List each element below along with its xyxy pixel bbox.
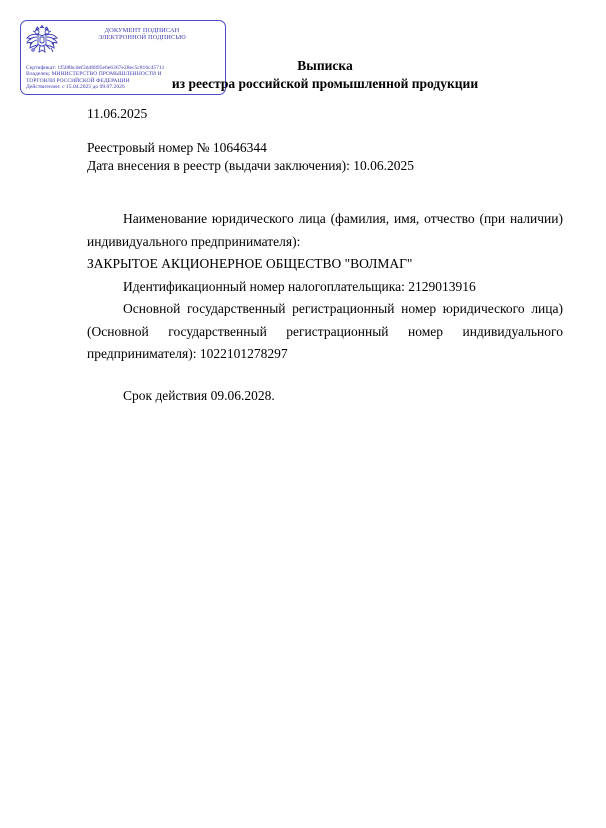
inn-line: Идентификационный номер налогоплательщика: 2129013916 [123, 278, 476, 294]
entity-details [87, 208, 563, 366]
title-line1: Выписка [297, 58, 353, 73]
stamp-heading [63, 27, 221, 41]
stamp-validity: Действителен: с 15.04.2025 до 09.07.2026 [26, 83, 125, 90]
entity-name: ЗАКРЫТОЕ АКЦИОНЕРНОЕ ОБЩЕСТВО "ВОЛМАГ" [87, 256, 413, 271]
title-line2: из реестра российской промышленной продукции [171, 76, 479, 91]
double-headed-eagle-emblem-icon [25, 25, 59, 61]
stamp-certificate: Сертификат: 1f508bcdef3d48895e6e6367e28ec5c816c45711 [26, 65, 165, 71]
ogrn-line: Основной государственный регистрационный номер юридического лица) (Основной государственный регистрационный номер индивидуального предпринимателя): 1022101278297 [87, 301, 563, 361]
stamp-owner-line1: Владелец: МИНИСТЕРСТВО ПРОМЫШЛЕННОСТИ И [26, 71, 162, 78]
stamp-heading-line1: ДОКУМЕНТ ПОДПИСАН [104, 27, 180, 34]
registry-date: Дата внесения в реестр (выдачи заключения): 10.06.2025 [87, 158, 415, 173]
stamp-heading-line2: ЭЛЕКТРОННОЙ ПОДПИСЬЮ [98, 34, 186, 41]
registry-number: Реестровый номер № 10646344 [87, 140, 267, 155]
registry-block [87, 139, 563, 175]
validity-period: Срок действия 09.06.2028. [123, 388, 275, 403]
stamp-owner-line2: ТОРГОВЛИ РОССИЙСКОЙ ФЕДЕРАЦИИ [26, 77, 130, 84]
document-title [0, 57, 606, 93]
document-date: 11.06.2025 [87, 106, 148, 121]
entity-name-label: Наименование юридического лица (фамилия, имя, отчество (при наличии) индивидуального предпринимателя): [87, 211, 563, 249]
